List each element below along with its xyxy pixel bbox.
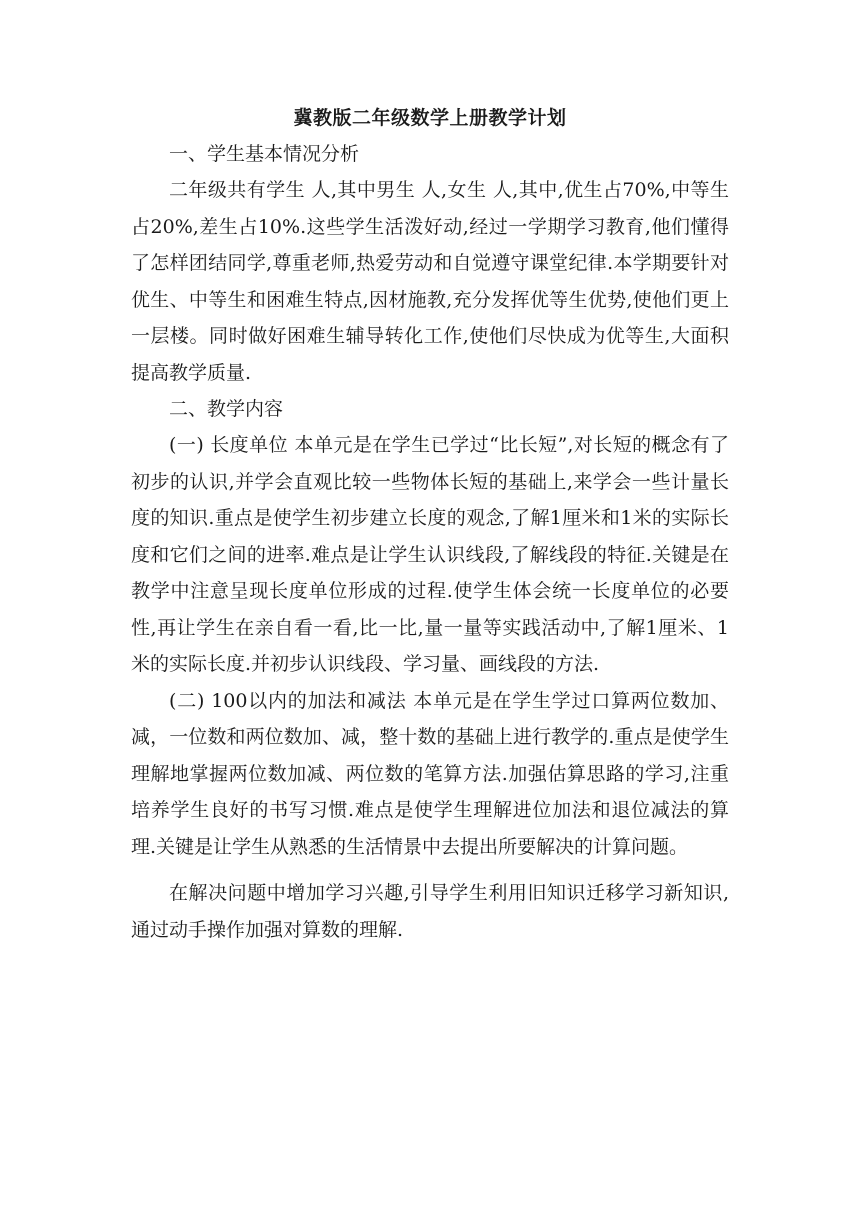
paragraph-gap bbox=[131, 865, 729, 875]
paragraph-problem-solving: 在解决问题中增加学习兴趣,引导学生利用旧知识迁移学习新知识,通过动手操作加强对算数的理解. bbox=[131, 882, 729, 941]
paragraph-unit-length: (一) 长度单位 本单元是在学生已学过“比长短”,对长短的概念有了初步的认识,并学会直观比较一些物体长短的基础上,来学会一些计量长度的知识.重点是使学生初步建立长度的观念,了解1厘米和1米的实际长度和它们之间的进率.难点是让学生认识线段,了解线段的特征.关键是在教学中注意呈现长度单位形成的过程.使学生体会统一长度单位的必要性,再让学生在亲自看一看,比一比,量一量等实践活动中,了解1厘米、1米的实际长度.并初步认识线段、学习量、画线段的方法. bbox=[131, 434, 729, 675]
paragraph-student-analysis: 二年级共有学生 人,其中男生 人,女生 人,其中,优生占70%,中等生占20%,差生占10%.这些学生活泼好动,经过一学期学习教育,他们懂得了怎样团结同学,尊重老师,热爱劳动和自觉遵守课堂纪律.本学期要针对优生、中等生和困难生特点,因材施教,充分发挥优等生优势,使他们更上一层楼。同时做好困难生辅导转化工作,使他们尽快成为优等生,大面积提高教学质量. bbox=[131, 179, 729, 384]
document-body bbox=[131, 100, 729, 948]
paragraph-unit-addition-subtraction: (二) 100以内的加法和减法 本单元是在学生学过口算两位数加、减，一位数和两位数加、减，整十数的基础上进行教学的.重点是使学生理解地掌握两位数加减、两位数的笔算方法.加强估算思路的学习,注重培养学生良好的书写习惯.难点是使学生理解进位加法和退位减法的算理.关键是让学生从熟悉的生活情景中去提出所要解决的计算问题。 bbox=[131, 689, 729, 858]
document-title: 冀教版二年级数学上册教学计划 bbox=[293, 107, 567, 129]
section-heading-student-analysis: 一、学生基本情况分析 bbox=[169, 143, 360, 165]
section-heading-teaching-content: 二、教学内容 bbox=[169, 398, 284, 420]
